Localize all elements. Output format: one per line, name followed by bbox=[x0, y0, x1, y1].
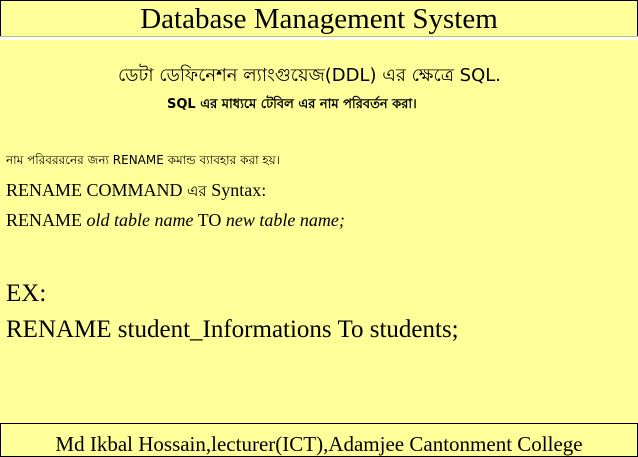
syntax-heading-bn: এর bbox=[187, 182, 207, 200]
footer-author: Md Ikbal Hossain,lecturer(ICT),Adamjee Cantonment College bbox=[55, 432, 583, 456]
subheading-ddl: ডেটা ডেফিনেশন ল্যাংগুয়েজ(DDL) এর ক্ষেত্রে SQL. bbox=[118, 65, 501, 86]
rename-note: নাম পরিবররনের জন্য RENAME কমান্ড ব্যাবহার করা হয়। bbox=[6, 153, 281, 167]
example-label: EX: bbox=[6, 280, 47, 307]
example-statement: RENAME student_Informations To students; bbox=[6, 316, 459, 343]
subheading-rename-table: SQL এর মাধ্যমে টেবিল এর নাম পরিবর্তন করা। bbox=[167, 97, 417, 112]
header-bar bbox=[0, 0, 638, 38]
syntax-keyword: RENAME bbox=[6, 210, 82, 230]
syntax-to-keyword: TO bbox=[197, 210, 222, 230]
syntax-heading-suffix: Syntax: bbox=[211, 180, 267, 200]
page-title: Database Management System bbox=[140, 3, 498, 35]
syntax-line bbox=[6, 209, 345, 231]
syntax-heading bbox=[6, 179, 266, 202]
syntax-heading-prefix: RENAME COMMAND bbox=[6, 180, 183, 200]
syntax-new-name: new table name; bbox=[225, 210, 345, 230]
footer-bar bbox=[0, 423, 638, 457]
header-divider bbox=[0, 36, 638, 40]
syntax-old-name: old table name bbox=[86, 210, 194, 230]
